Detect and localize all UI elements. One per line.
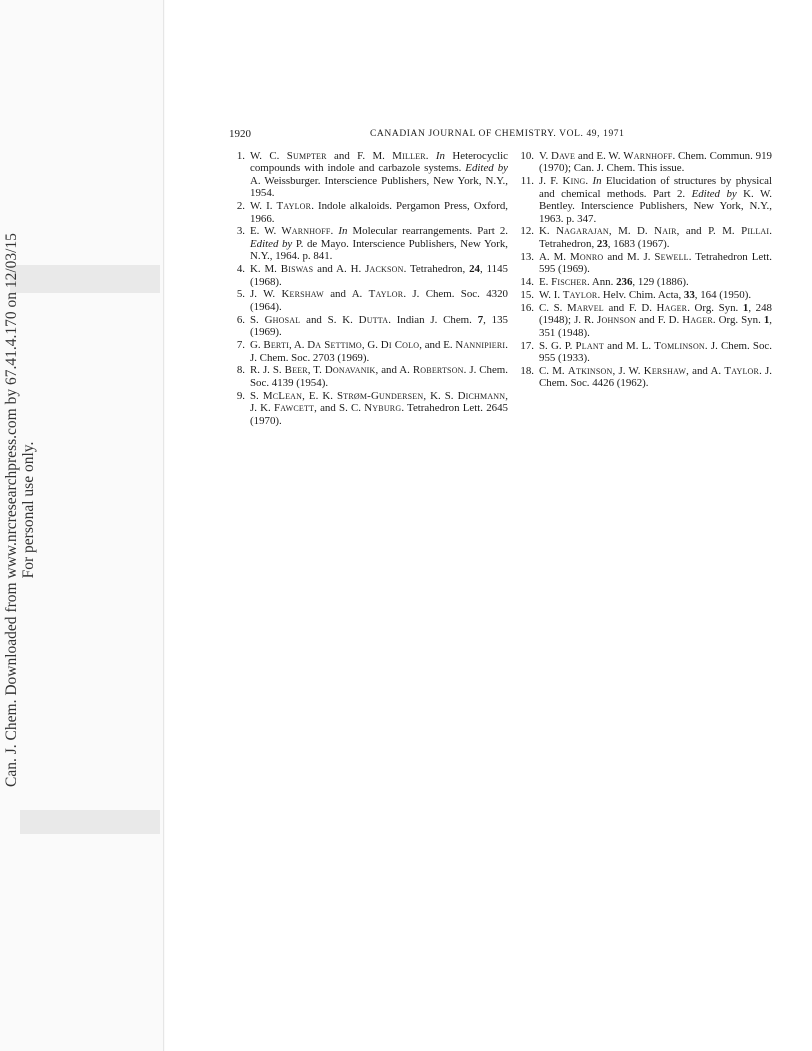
reference-text: J. W. Kershaw and A. Taylor. J. Chem. Soc. 4320 (1964). [250,288,508,313]
references-column-right [519,150,772,390]
reference-number: 13. [520,250,534,263]
reference-text: R. J. S. Beer, T. Donavanik, and A. Robertson. J. Chem. Soc. 4139 (1954). [250,364,508,389]
reference-text: K. M. Biswas and A. H. Jackson. Tetrahedron, 24, 1145 (1968). [250,263,508,288]
reference-text: W. C. Sumpter and F. M. Miller. In Heterocyclic compounds with indole and carbazole systems. Edited by A. Weissburger. Interscience Publishers, New York, N.Y., 1954. [250,150,508,200]
reference-number: 2. [236,200,245,213]
reference-item [519,340,772,365]
reference-number: 18. [520,364,534,377]
reference-number: 16. [520,301,534,314]
reference-item [230,200,508,225]
download-watermark [3,233,50,787]
reference-number: 4. [236,263,245,276]
reference-number: 14. [520,276,534,289]
reference-number: 5. [236,288,245,301]
reference-text: W. I. Taylor. Indole alkaloids. Pergamon Press, Oxford, 1966. [250,200,508,225]
reference-text: K. Nagarajan, M. D. Nair, and P. M. Pillai. Tetrahedron, 23, 1683 (1967). [539,225,772,250]
reference-item [519,175,772,225]
reference-item [519,302,772,339]
reference-number: 10. [520,150,534,162]
reference-number: 6. [236,313,245,326]
reference-text: W. I. Taylor. Helv. Chim. Acta, 33, 164 (1950). [539,288,752,301]
reference-text: A. M. Monro and M. J. Sewell. Tetrahedron Lett. 595 (1969). [539,250,772,276]
reference-text: C. S. Marvel and F. D. Hager. Org. Syn. 1, 248 (1948); J. R. Johnson and F. D. Hager. Org. Syn. 1, 351 (1948). [539,301,772,339]
reference-item [230,314,508,339]
page-number: 1920 [229,128,251,140]
reference-item [230,390,508,427]
reference-text: S. McLean, E. K. Strøm-Gundersen, K. S. Dichmann, J. K. Fawcett, and S. C. Nyburg. Tetrahedron Lett. 2645 (1970). [250,389,508,427]
scan-noise [20,810,160,834]
references-column-left [230,150,508,427]
reference-number: 7. [236,339,245,352]
reference-text: G. Berti, A. Da Settimo, G. Di Colo, and E. Nannipieri. J. Chem. Soc. 2703 (1969). [250,339,508,364]
reference-text: S. Ghosal and S. K. Dutta. Indian J. Chem. 7, 135 (1969). [250,313,509,339]
reference-number: 12. [520,225,534,238]
reference-number: 1. [236,150,245,162]
reference-item [230,288,508,313]
reference-text: C. M. Atkinson, J. W. Kershaw, and A. Taylor. J. Chem. Soc. 4426 (1962). [539,364,773,390]
reference-number: 9. [236,389,245,402]
reference-item [519,251,772,276]
reference-number: 15. [520,288,534,301]
reference-text: E. Fischer. Ann. 236, 129 (1886). [539,276,689,289]
watermark-line-source: Can. J. Chem. Downloaded from www.nrcresearchpress.com by 67.41.4.170 on 12/03/15 [3,233,20,787]
reference-item [230,339,508,364]
reference-item [230,150,508,200]
reference-number: 3. [236,225,245,238]
reference-item [230,225,508,262]
watermark-line-usage: For personal use only. [20,441,37,579]
reference-item [519,276,772,288]
reference-number: 11. [520,175,534,188]
running-head: CANADIAN JOURNAL OF CHEMISTRY. VOL. 49, 1971 [370,129,625,139]
reference-item [519,150,772,175]
reference-item [519,365,772,390]
reference-number: 8. [236,364,245,377]
reference-item [519,289,772,301]
reference-item [230,364,508,389]
reference-text: E. W. Warnhoff. In Molecular rearrangements. Part 2. Edited by P. de Mayo. Interscience Publishers, New York, N.Y., 1964. p. 841. [250,225,508,263]
reference-item [519,225,772,250]
scan-gutter-line [163,0,164,1051]
reference-text: S. G. P. Plant and M. L. Tomlinson. J. Chem. Soc. 955 (1933). [539,339,772,364]
reference-text: V. Dave and E. W. Warnhoff. Chem. Commun. 919 (1970); Can. J. Chem. This issue. [539,150,772,175]
reference-item [230,263,508,288]
reference-number: 17. [520,339,534,352]
reference-text: J. F. King. In Elucidation of structures by physical and chemical methods. Part 2. Edited by K. W. Bentley. Interscience Publishers, New York, N.Y., 1963. p. 347. [539,175,773,225]
